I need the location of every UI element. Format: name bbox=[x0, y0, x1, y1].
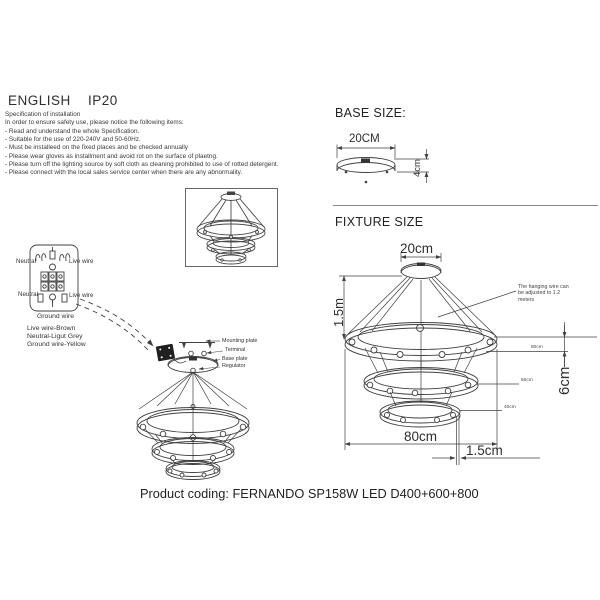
neutral-top-label: Neutral bbox=[16, 258, 36, 265]
fixture-size-title: FIXTURE SIZE bbox=[335, 215, 424, 229]
base-height-dim: 4cm bbox=[412, 159, 423, 177]
spec-item: - Please wear gloves as installment and avoid rot on the surface of plaetng. bbox=[5, 152, 218, 160]
live-top-label: Live wire bbox=[69, 258, 94, 265]
product-image-frame bbox=[185, 188, 278, 267]
spec-item: - Suitable for the use of 220-240V and 50-60Hz. bbox=[5, 136, 141, 144]
legend-neutral: Neutral-Ligut Grey bbox=[27, 332, 83, 340]
drop-height-dim: 1.5m bbox=[331, 298, 346, 327]
max-diameter-dim: 80cm bbox=[404, 429, 438, 444]
wire-color-legend bbox=[27, 325, 86, 349]
wiring-block-drawing bbox=[30, 245, 78, 311]
spec-title: Specification of installation bbox=[5, 111, 81, 118]
terminal-label: Terminal bbox=[225, 347, 246, 353]
spec-item: - Must be installeed on the fixed places and be checked annually bbox=[5, 144, 188, 152]
live-mid-label: Live wire bbox=[69, 292, 94, 299]
dashed-arrow bbox=[76, 299, 153, 350]
spec-text-block bbox=[5, 111, 278, 178]
ground-wire-label: Ground wire bbox=[37, 313, 75, 320]
base-size-title: BASE SIZE: bbox=[335, 106, 407, 120]
language-label: ENGLISH bbox=[8, 93, 71, 108]
base-plate-label: Base plate bbox=[222, 355, 248, 362]
legend-ground: Ground wire-Yellow bbox=[27, 340, 86, 348]
spec-item: - Read and understand the whole Specification. bbox=[5, 127, 140, 135]
wire-thickness-dim: 1.5cm bbox=[466, 443, 503, 458]
ring2-diameter-label: 60cm bbox=[521, 378, 533, 383]
ring3-diameter-label: 40cm bbox=[504, 405, 516, 410]
mounting-plate-label: Mounting plate bbox=[222, 338, 258, 344]
base-diameter-dim: 20CM bbox=[349, 133, 380, 145]
legend-live: Live wire-Brown bbox=[27, 325, 76, 332]
neutral-mid-label: Neutral bbox=[18, 291, 38, 298]
product-coding: Product coding: FERNANDO SP158W LED D400+600+800 bbox=[140, 486, 479, 501]
canopy-diameter-dim: 20cm bbox=[400, 241, 434, 256]
regulator-label: Regulator bbox=[222, 363, 246, 369]
assembly-drawing bbox=[137, 341, 249, 480]
ring1-diameter-label: 80cm bbox=[531, 345, 543, 350]
hanging-wire-note: The hanging wire can be adjusted to 1.2 meters bbox=[518, 284, 569, 303]
spec-item: - Please connect with the local sales service center when there are any abnormality. bbox=[5, 169, 243, 177]
spec-item: - Please turn off the lighting source by soft cloth as cleaning prohibited to use of rotted detergent. bbox=[5, 161, 279, 169]
ip-rating-label: IP20 bbox=[88, 93, 118, 108]
spec-intro: In order to ensure safety use, please notice the following items: bbox=[5, 119, 184, 127]
ring-height-dim: 6cm bbox=[556, 366, 573, 395]
